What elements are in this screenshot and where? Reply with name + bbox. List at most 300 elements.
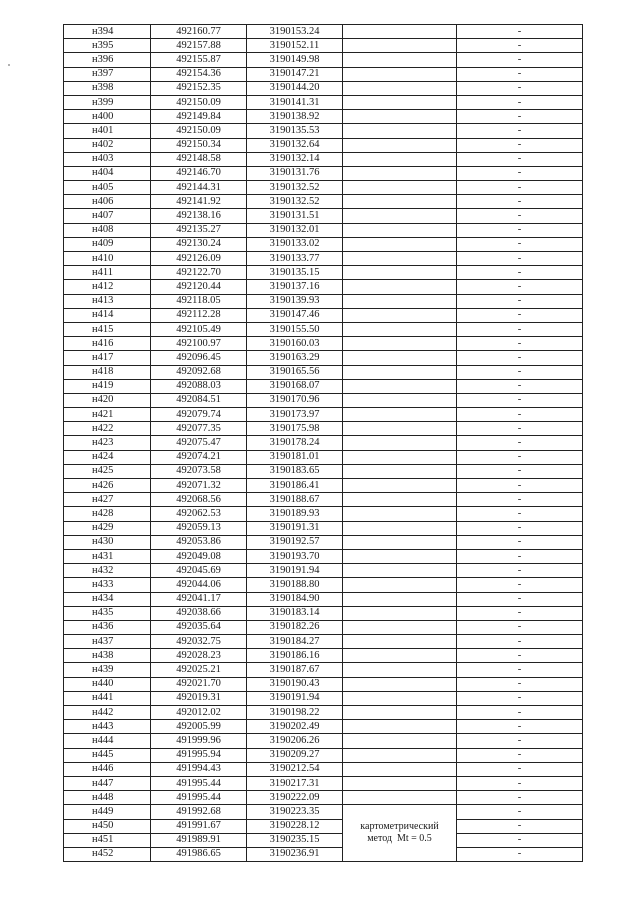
method-cell-empty bbox=[343, 549, 457, 563]
y-coordinate-cell: 3190217.31 bbox=[247, 776, 343, 790]
x-coordinate-cell: 492075.47 bbox=[151, 436, 247, 450]
error-value-cell: - bbox=[457, 819, 583, 833]
method-cell-empty bbox=[343, 521, 457, 535]
error-value-cell: - bbox=[457, 635, 583, 649]
y-coordinate-cell: 3190181.01 bbox=[247, 450, 343, 464]
method-cell-empty bbox=[343, 507, 457, 521]
x-coordinate-cell: 492012.02 bbox=[151, 706, 247, 720]
y-coordinate-cell: 3190202.49 bbox=[247, 720, 343, 734]
table-row bbox=[64, 195, 583, 209]
y-coordinate-cell: 3190188.80 bbox=[247, 578, 343, 592]
table-row bbox=[64, 25, 583, 39]
table-row bbox=[64, 39, 583, 53]
method-cell-empty bbox=[343, 677, 457, 691]
y-coordinate-cell: 3190153.24 bbox=[247, 25, 343, 39]
x-coordinate-cell: 491995.94 bbox=[151, 748, 247, 762]
y-coordinate-cell: 3190131.51 bbox=[247, 209, 343, 223]
table-row bbox=[64, 635, 583, 649]
x-coordinate-cell: 492092.68 bbox=[151, 365, 247, 379]
y-coordinate-cell: 3190223.35 bbox=[247, 805, 343, 819]
x-coordinate-cell: 492157.88 bbox=[151, 39, 247, 53]
x-coordinate-cell: 491986.65 bbox=[151, 847, 247, 861]
point-number-cell: н405 bbox=[64, 181, 151, 195]
x-coordinate-cell: 492138.16 bbox=[151, 209, 247, 223]
table-row bbox=[64, 620, 583, 634]
y-coordinate-cell: 3190147.46 bbox=[247, 308, 343, 322]
table-row bbox=[64, 847, 583, 861]
x-coordinate-cell: 492150.34 bbox=[151, 138, 247, 152]
point-number-cell: н446 bbox=[64, 762, 151, 776]
x-coordinate-cell: 492146.70 bbox=[151, 166, 247, 180]
x-coordinate-cell: 492084.51 bbox=[151, 393, 247, 407]
y-coordinate-cell: 3190133.77 bbox=[247, 252, 343, 266]
error-value-cell: - bbox=[457, 379, 583, 393]
y-coordinate-cell: 3190178.24 bbox=[247, 436, 343, 450]
y-coordinate-cell: 3190165.56 bbox=[247, 365, 343, 379]
y-coordinate-cell: 3190236.91 bbox=[247, 847, 343, 861]
point-number-cell: н410 bbox=[64, 252, 151, 266]
x-coordinate-cell: 492071.32 bbox=[151, 479, 247, 493]
table-row bbox=[64, 223, 583, 237]
method-cell-empty bbox=[343, 734, 457, 748]
y-coordinate-cell: 3190132.52 bbox=[247, 181, 343, 195]
table-row bbox=[64, 776, 583, 790]
x-coordinate-cell: 492019.31 bbox=[151, 691, 247, 705]
point-number-cell: н431 bbox=[64, 549, 151, 563]
point-number-cell: н448 bbox=[64, 791, 151, 805]
y-coordinate-cell: 3190190.43 bbox=[247, 677, 343, 691]
table-row bbox=[64, 805, 583, 819]
error-value-cell: - bbox=[457, 791, 583, 805]
method-cell-empty bbox=[343, 266, 457, 280]
table-row bbox=[64, 706, 583, 720]
method-cell-empty bbox=[343, 294, 457, 308]
x-coordinate-cell: 492100.97 bbox=[151, 337, 247, 351]
y-coordinate-cell: 3190163.29 bbox=[247, 351, 343, 365]
method-cell-empty bbox=[343, 393, 457, 407]
point-number-cell: н417 bbox=[64, 351, 151, 365]
method-cell-empty bbox=[343, 691, 457, 705]
point-number-cell: н442 bbox=[64, 706, 151, 720]
y-coordinate-cell: 3190168.07 bbox=[247, 379, 343, 393]
y-coordinate-cell: 3190209.27 bbox=[247, 748, 343, 762]
error-value-cell: - bbox=[457, 408, 583, 422]
x-coordinate-cell: 491991.67 bbox=[151, 819, 247, 833]
x-coordinate-cell: 492041.17 bbox=[151, 592, 247, 606]
table-row bbox=[64, 280, 583, 294]
method-cell-empty bbox=[343, 166, 457, 180]
point-number-cell: н445 bbox=[64, 748, 151, 762]
point-number-cell: н415 bbox=[64, 322, 151, 336]
error-value-cell: - bbox=[457, 578, 583, 592]
error-value-cell: - bbox=[457, 479, 583, 493]
error-value-cell: - bbox=[457, 649, 583, 663]
table-row bbox=[64, 95, 583, 109]
method-label-line1: картометрический bbox=[360, 821, 439, 833]
error-value-cell: - bbox=[457, 152, 583, 166]
y-coordinate-cell: 3190191.94 bbox=[247, 691, 343, 705]
method-cell-empty bbox=[343, 308, 457, 322]
table-row bbox=[64, 436, 583, 450]
x-coordinate-cell: 492122.70 bbox=[151, 266, 247, 280]
method-cell-empty bbox=[343, 408, 457, 422]
point-number-cell: н419 bbox=[64, 379, 151, 393]
table-row bbox=[64, 521, 583, 535]
method-cell-empty bbox=[343, 25, 457, 39]
method-cell-empty bbox=[343, 706, 457, 720]
method-cell-empty bbox=[343, 351, 457, 365]
error-value-cell: - bbox=[457, 833, 583, 847]
method-cell-empty bbox=[343, 450, 457, 464]
x-coordinate-cell: 492096.45 bbox=[151, 351, 247, 365]
table-row bbox=[64, 237, 583, 251]
point-number-cell: н400 bbox=[64, 110, 151, 124]
y-coordinate-cell: 3190175.98 bbox=[247, 422, 343, 436]
scan-artifact-dot bbox=[8, 64, 10, 66]
point-number-cell: н440 bbox=[64, 677, 151, 691]
x-coordinate-cell: 492088.03 bbox=[151, 379, 247, 393]
error-value-cell: - bbox=[457, 81, 583, 95]
y-coordinate-cell: 3190191.94 bbox=[247, 564, 343, 578]
table-row bbox=[64, 691, 583, 705]
point-number-cell: н449 bbox=[64, 805, 151, 819]
x-coordinate-cell: 492005.99 bbox=[151, 720, 247, 734]
table-row bbox=[64, 606, 583, 620]
table-row bbox=[64, 166, 583, 180]
y-coordinate-cell: 3190189.93 bbox=[247, 507, 343, 521]
table-row bbox=[64, 535, 583, 549]
table-row bbox=[64, 748, 583, 762]
method-cell-empty bbox=[343, 365, 457, 379]
method-cell-empty bbox=[343, 110, 457, 124]
method-cell-empty bbox=[343, 564, 457, 578]
table-row bbox=[64, 479, 583, 493]
point-number-cell: н402 bbox=[64, 138, 151, 152]
point-number-cell: н403 bbox=[64, 152, 151, 166]
y-coordinate-cell: 3190132.52 bbox=[247, 195, 343, 209]
method-cell-empty bbox=[343, 67, 457, 81]
point-number-cell: н404 bbox=[64, 166, 151, 180]
y-coordinate-cell: 3190183.14 bbox=[247, 606, 343, 620]
y-coordinate-cell: 3190155.50 bbox=[247, 322, 343, 336]
method-cell-empty bbox=[343, 606, 457, 620]
table-row bbox=[64, 337, 583, 351]
x-coordinate-cell: 491989.91 bbox=[151, 833, 247, 847]
table-row bbox=[64, 663, 583, 677]
y-coordinate-cell: 3190183.65 bbox=[247, 464, 343, 478]
y-coordinate-cell: 3190135.15 bbox=[247, 266, 343, 280]
point-number-cell: н434 bbox=[64, 592, 151, 606]
x-coordinate-cell: 492032.75 bbox=[151, 635, 247, 649]
point-number-cell: н397 bbox=[64, 67, 151, 81]
x-coordinate-cell: 492135.27 bbox=[151, 223, 247, 237]
x-coordinate-cell: 491999.96 bbox=[151, 734, 247, 748]
x-coordinate-cell: 492045.69 bbox=[151, 564, 247, 578]
x-coordinate-cell: 492038.66 bbox=[151, 606, 247, 620]
y-coordinate-cell: 3190198.22 bbox=[247, 706, 343, 720]
x-coordinate-cell: 492025.21 bbox=[151, 663, 247, 677]
method-cell-empty bbox=[343, 635, 457, 649]
error-value-cell: - bbox=[457, 25, 583, 39]
point-number-cell: н398 bbox=[64, 81, 151, 95]
error-value-cell: - bbox=[457, 337, 583, 351]
method-cell-empty bbox=[343, 748, 457, 762]
method-cell-empty bbox=[343, 39, 457, 53]
method-cell-empty bbox=[343, 578, 457, 592]
error-value-cell: - bbox=[457, 620, 583, 634]
method-cell-empty bbox=[343, 649, 457, 663]
method-cell-empty bbox=[343, 337, 457, 351]
table-row bbox=[64, 493, 583, 507]
error-value-cell: - bbox=[457, 280, 583, 294]
error-value-cell: - bbox=[457, 365, 583, 379]
error-value-cell: - bbox=[457, 507, 583, 521]
y-coordinate-cell: 3190152.11 bbox=[247, 39, 343, 53]
x-coordinate-cell: 492149.84 bbox=[151, 110, 247, 124]
y-coordinate-cell: 3190139.93 bbox=[247, 294, 343, 308]
method-cell-empty bbox=[343, 223, 457, 237]
method-cell-empty bbox=[343, 535, 457, 549]
table-row bbox=[64, 649, 583, 663]
x-coordinate-cell: 492144.31 bbox=[151, 181, 247, 195]
table-row bbox=[64, 365, 583, 379]
table-row bbox=[64, 322, 583, 336]
method-cell-empty bbox=[343, 479, 457, 493]
point-number-cell: н426 bbox=[64, 479, 151, 493]
method-cell-empty bbox=[343, 436, 457, 450]
table-row bbox=[64, 819, 583, 833]
error-value-cell: - bbox=[457, 351, 583, 365]
point-number-cell: н435 bbox=[64, 606, 151, 620]
point-number-cell: н423 bbox=[64, 436, 151, 450]
point-number-cell: н447 bbox=[64, 776, 151, 790]
y-coordinate-cell: 3190138.92 bbox=[247, 110, 343, 124]
error-value-cell: - bbox=[457, 663, 583, 677]
x-coordinate-cell: 492126.09 bbox=[151, 252, 247, 266]
x-coordinate-cell: 491995.44 bbox=[151, 791, 247, 805]
method-cell-empty bbox=[343, 322, 457, 336]
point-number-cell: н450 bbox=[64, 819, 151, 833]
method-cell bbox=[343, 805, 457, 862]
x-coordinate-cell: 491995.44 bbox=[151, 776, 247, 790]
x-coordinate-cell: 492035.64 bbox=[151, 620, 247, 634]
y-coordinate-cell: 3190186.16 bbox=[247, 649, 343, 663]
x-coordinate-cell: 492148.58 bbox=[151, 152, 247, 166]
x-coordinate-cell: 492160.77 bbox=[151, 25, 247, 39]
method-cell-empty bbox=[343, 620, 457, 634]
method-cell-empty bbox=[343, 209, 457, 223]
x-coordinate-cell: 492152.35 bbox=[151, 81, 247, 95]
point-number-cell: н412 bbox=[64, 280, 151, 294]
y-coordinate-cell: 3190132.01 bbox=[247, 223, 343, 237]
point-number-cell: н420 bbox=[64, 393, 151, 407]
x-coordinate-cell: 492112.28 bbox=[151, 308, 247, 322]
table-row bbox=[64, 266, 583, 280]
method-cell-empty bbox=[343, 181, 457, 195]
table-row bbox=[64, 110, 583, 124]
point-number-cell: н428 bbox=[64, 507, 151, 521]
table-row bbox=[64, 578, 583, 592]
y-coordinate-cell: 3190173.97 bbox=[247, 408, 343, 422]
error-value-cell: - bbox=[457, 294, 583, 308]
table-row bbox=[64, 181, 583, 195]
point-number-cell: н421 bbox=[64, 408, 151, 422]
error-value-cell: - bbox=[457, 138, 583, 152]
point-number-cell: н425 bbox=[64, 464, 151, 478]
point-number-cell: н437 bbox=[64, 635, 151, 649]
error-value-cell: - bbox=[457, 549, 583, 563]
method-cell-empty bbox=[343, 776, 457, 790]
error-value-cell: - bbox=[457, 521, 583, 535]
table-row bbox=[64, 549, 583, 563]
method-cell-empty bbox=[343, 791, 457, 805]
method-cell-empty bbox=[343, 53, 457, 67]
y-coordinate-cell: 3190212.54 bbox=[247, 762, 343, 776]
point-number-cell: н394 bbox=[64, 25, 151, 39]
error-value-cell: - bbox=[457, 706, 583, 720]
point-number-cell: н422 bbox=[64, 422, 151, 436]
table-row bbox=[64, 592, 583, 606]
point-number-cell: н432 bbox=[64, 564, 151, 578]
error-value-cell: - bbox=[457, 677, 583, 691]
error-value-cell: - bbox=[457, 53, 583, 67]
method-cell-empty bbox=[343, 280, 457, 294]
x-coordinate-cell: 492062.53 bbox=[151, 507, 247, 521]
point-number-cell: н407 bbox=[64, 209, 151, 223]
y-coordinate-cell: 3190160.03 bbox=[247, 337, 343, 351]
error-value-cell: - bbox=[457, 493, 583, 507]
table-row bbox=[64, 124, 583, 138]
method-cell-empty bbox=[343, 464, 457, 478]
error-value-cell: - bbox=[457, 124, 583, 138]
x-coordinate-cell: 492079.74 bbox=[151, 408, 247, 422]
x-coordinate-cell: 492154.36 bbox=[151, 67, 247, 81]
table-row bbox=[64, 152, 583, 166]
error-value-cell: - bbox=[457, 67, 583, 81]
x-coordinate-cell: 492073.58 bbox=[151, 464, 247, 478]
point-number-cell: н439 bbox=[64, 663, 151, 677]
error-value-cell: - bbox=[457, 39, 583, 53]
point-number-cell: н411 bbox=[64, 266, 151, 280]
x-coordinate-cell: 492021.70 bbox=[151, 677, 247, 691]
method-cell-empty bbox=[343, 252, 457, 266]
point-number-cell: н401 bbox=[64, 124, 151, 138]
y-coordinate-cell: 3190135.53 bbox=[247, 124, 343, 138]
error-value-cell: - bbox=[457, 308, 583, 322]
method-cell-empty bbox=[343, 663, 457, 677]
error-value-cell: - bbox=[457, 181, 583, 195]
table-row bbox=[64, 450, 583, 464]
error-value-cell: - bbox=[457, 464, 583, 478]
error-value-cell: - bbox=[457, 776, 583, 790]
error-value-cell: - bbox=[457, 734, 583, 748]
x-coordinate-cell: 491994.43 bbox=[151, 762, 247, 776]
error-value-cell: - bbox=[457, 237, 583, 251]
y-coordinate-cell: 3190193.70 bbox=[247, 549, 343, 563]
y-coordinate-cell: 3190141.31 bbox=[247, 95, 343, 109]
point-number-cell: н396 bbox=[64, 53, 151, 67]
y-coordinate-cell: 3190133.02 bbox=[247, 237, 343, 251]
y-coordinate-cell: 3190170.96 bbox=[247, 393, 343, 407]
coordinates-table-body bbox=[64, 25, 583, 862]
error-value-cell: - bbox=[457, 564, 583, 578]
method-cell-empty bbox=[343, 138, 457, 152]
point-number-cell: н441 bbox=[64, 691, 151, 705]
table-row bbox=[64, 720, 583, 734]
table-row bbox=[64, 379, 583, 393]
method-cell-empty bbox=[343, 720, 457, 734]
point-number-cell: н451 bbox=[64, 833, 151, 847]
y-coordinate-cell: 3190184.90 bbox=[247, 592, 343, 606]
point-number-cell: н408 bbox=[64, 223, 151, 237]
error-value-cell: - bbox=[457, 422, 583, 436]
method-cell-empty bbox=[343, 493, 457, 507]
table-row bbox=[64, 81, 583, 95]
y-coordinate-cell: 3190206.26 bbox=[247, 734, 343, 748]
y-coordinate-cell: 3190184.27 bbox=[247, 635, 343, 649]
coordinates-table bbox=[63, 24, 583, 862]
table-row bbox=[64, 677, 583, 691]
y-coordinate-cell: 3190235.15 bbox=[247, 833, 343, 847]
method-cell-empty bbox=[343, 762, 457, 776]
x-coordinate-cell: 492155.87 bbox=[151, 53, 247, 67]
error-value-cell: - bbox=[457, 592, 583, 606]
point-number-cell: н438 bbox=[64, 649, 151, 663]
point-number-cell: н399 bbox=[64, 95, 151, 109]
error-value-cell: - bbox=[457, 847, 583, 861]
table-row bbox=[64, 734, 583, 748]
point-number-cell: н406 bbox=[64, 195, 151, 209]
y-coordinate-cell: 3190147.21 bbox=[247, 67, 343, 81]
error-value-cell: - bbox=[457, 450, 583, 464]
method-label-line2: метод Mt = 0.5 bbox=[367, 833, 432, 845]
point-number-cell: н433 bbox=[64, 578, 151, 592]
error-value-cell: - bbox=[457, 762, 583, 776]
error-value-cell: - bbox=[457, 166, 583, 180]
point-number-cell: н424 bbox=[64, 450, 151, 464]
y-coordinate-cell: 3190188.67 bbox=[247, 493, 343, 507]
y-coordinate-cell: 3190137.16 bbox=[247, 280, 343, 294]
method-cell-empty bbox=[343, 422, 457, 436]
table-row bbox=[64, 67, 583, 81]
error-value-cell: - bbox=[457, 436, 583, 450]
x-coordinate-cell: 492130.24 bbox=[151, 237, 247, 251]
table-row bbox=[64, 791, 583, 805]
method-cell-empty bbox=[343, 237, 457, 251]
y-coordinate-cell: 3190191.31 bbox=[247, 521, 343, 535]
point-number-cell: н416 bbox=[64, 337, 151, 351]
error-value-cell: - bbox=[457, 266, 583, 280]
error-value-cell: - bbox=[457, 691, 583, 705]
point-number-cell: н418 bbox=[64, 365, 151, 379]
table-row bbox=[64, 564, 583, 578]
y-coordinate-cell: 3190132.64 bbox=[247, 138, 343, 152]
point-number-cell: н430 bbox=[64, 535, 151, 549]
table-row bbox=[64, 351, 583, 365]
error-value-cell: - bbox=[457, 252, 583, 266]
method-cell-empty bbox=[343, 81, 457, 95]
point-number-cell: н395 bbox=[64, 39, 151, 53]
point-number-cell: н444 bbox=[64, 734, 151, 748]
x-coordinate-cell: 492074.21 bbox=[151, 450, 247, 464]
error-value-cell: - bbox=[457, 720, 583, 734]
error-value-cell: - bbox=[457, 110, 583, 124]
y-coordinate-cell: 3190149.98 bbox=[247, 53, 343, 67]
y-coordinate-cell: 3190187.67 bbox=[247, 663, 343, 677]
method-cell-empty bbox=[343, 592, 457, 606]
x-coordinate-cell: 492077.35 bbox=[151, 422, 247, 436]
table-row bbox=[64, 393, 583, 407]
